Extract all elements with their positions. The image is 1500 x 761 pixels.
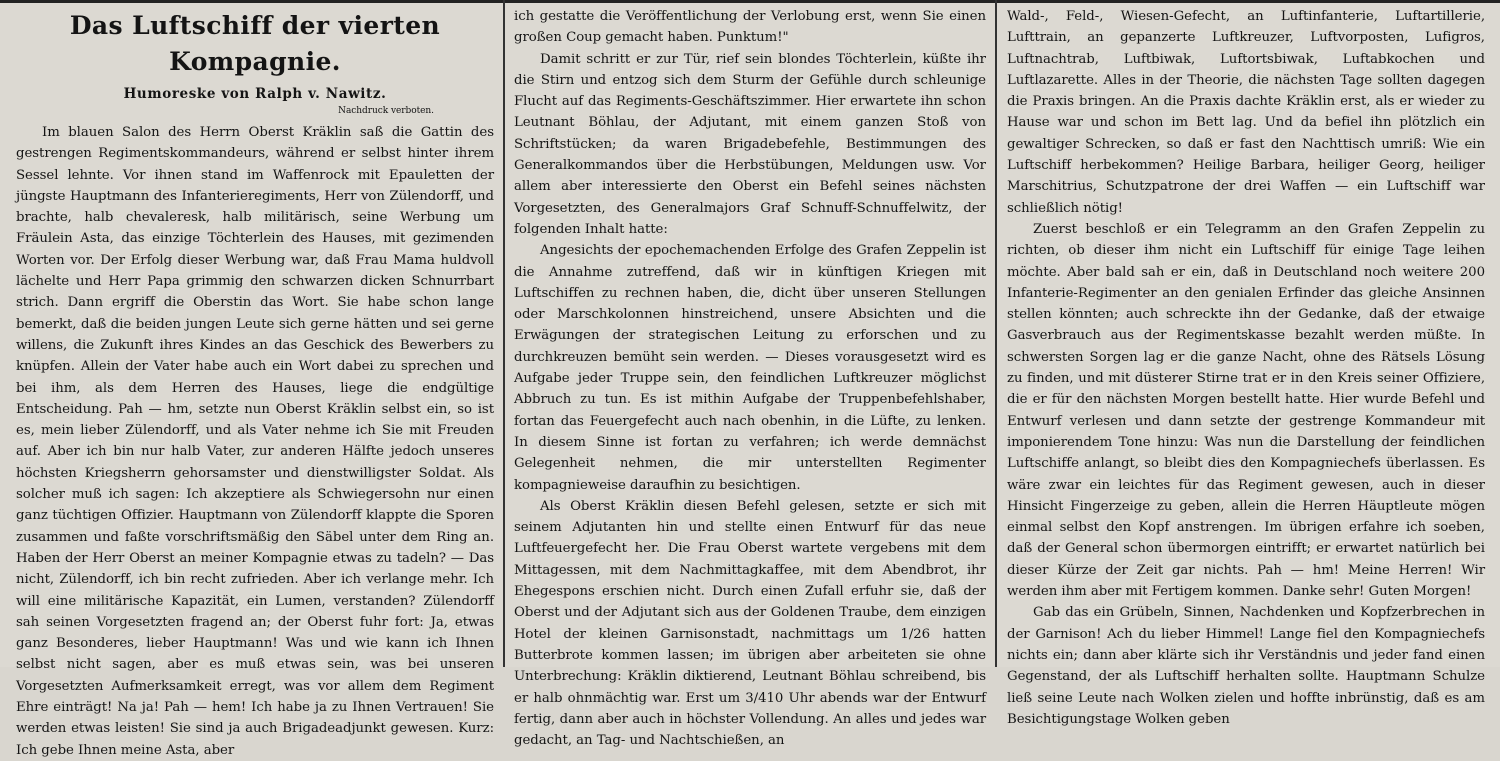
column-1: [16, 6, 494, 758]
paragraph: Zuerst beschloß er ein Telegramm an den Grafen Zeppelin zu richten, ob dieser ihm nicht ein Luftschiff für einige Tage leihen möchte. Aber bald sah er ein, daß in Deutschland noch weitere 200 Infanterie-Regimenter an den genialen Erfinder das gleiche Ansinnen stellen könnten; auch schreckte ihn der Gedanke, daß der etwaige Gasverbrauch aus der Regimentskasse bezahlt werden müßte. In schwersten Sorgen lag er die ganze Nacht, ohne des Rätsels Lösung zu finden, und mit düsterer Stirne trat er in den Kreis seiner Offiziere, die er für den nächsten Morgen bestellt hatte. Hier wurde Befehl und Entwurf verlesen und dann setzte der gestrenge Kommandeur mit imponierendem Tone hinzu: Was nun die Darstellung der feindlichen Luftschiffe anlangt, so bleibt dies den Kompagniechefs überlassen. Es wäre zwar ein leichtes für das Regiment gewesen, auch in dieser Hinsicht Fingerzeige zu geben, allein die Herren Häuptleute mögen einmal selbst den Kopf anstrengen. Im übrigen erfahre ich soeben, daß der General schon übermorgen eintrifft; er erwartet natürlich bei dieser Kürze der Zeit gar nichts. Pah — hm! Meine Herren! Wir werden ihm aber mit Fertigem kommen. Danke sehr! Guten Morgen!: [1007, 221, 1485, 600]
article-title: Das Luftschiff der vierten Kompagnie.: [69, 11, 441, 76]
paragraph: Gab das ein Grübeln, Sinnen, Nachdenken und Kopfzerbrechen in der Garnison! Ach du lieber Himmel! Lange fiel den Kompagniechefs nichts ein; dann aber klärte sich ihr Verständnis und jeder fand einen Gegenstand, der als Luftschiff herhalten sollte. Hauptmann Schulze ließ seine Leute nach Wolken zielen und hoffte inbrünstig, daß es am Besichtigungstage Wolken geben: [1007, 605, 1485, 727]
paragraph: Damit schritt er zur Tür, rief sein blondes Töchterlein, küßte ihr die Stirn und entzog sich dem Sturm der Gefühle durch schleunige Flucht auf das Regiments-Geschäftszimmer. Hier erwartete ihn schon Leutnant Böhlau, der Adjutant, mit einem ganzen Stoß von Schriftstücken; da waren Brigadebefehle, Bestimmungen des Generalkommandos über die Herbstübungen, Meldungen usw. Vor allem aber interessierte den Oberst ein Befehl seines nächsten Vorgesetzten, des Generalmajors Graf Schnuff-Schnuffelwitz, der folgenden Inhalt hatte:: [514, 51, 986, 237]
column-3: [1007, 6, 1485, 727]
paragraph: Angesichts der epochemachenden Erfolge des Grafen Zeppelin ist die Annahme zutreffend, daß wir in künftigen Kriegen mit Luftschiffen zu rechnen haben, die, dicht über unseren Stellungen oder Marschkolonnen hinstreichend, unsere Absichten und die Erwägungen der strategischen Leitung zu erforschen und zu durchkreuzen bemüht sein werden. — Dieses vorausgesetzt wird es Aufgabe jeder Truppe sein, den feindlichen Luftkreuzer möglichst Abbruch zu tun. Es ist mithin Aufgabe der Truppenbefehlshaber, fortan das Feuergefecht auch nach obenhin, in die Lüfte, zu lenken. In diesem Sinne ist fortan zu verfahren; ich werde demnächst Gelegenheit nehmen, die mir unterstellten Regimenter kompagnieweise daraufhin zu besichtigen.: [514, 243, 986, 493]
paragraph: ich gestatte die Veröffentlichung der Verlobung erst, wenn Sie einen großen Coup gemacht haben. Punktum!": [514, 9, 986, 46]
top-rule: [0, 0, 1500, 3]
paragraph: Als Oberst Kräklin diesen Befehl gelesen, setzte er sich mit seinem Adjutanten hin und stellte einen Entwurf für das neue Luftfeuergefecht her. Die Frau Oberst wartete vergebens mit dem Mittagessen, mit dem Nachmittagkaffee, mit dem Abendbrot, ihr Ehegespons erschien nicht. Durch einen Zufall erfuhr sie, daß der Oberst und der Adjutant sich aus der Goldenen Traube, dem einzigen Hotel der kleinen Garnisonstadt, nachmittags um 1/26 hatten Butterbrote kommen lassen; im übrigen aber arbeiteten sie ohne Unterbrechung: Kräklin diktierend, Leutnant Böhlau schreibend, bis er halb ohnmächtig war. Erst um 3/410 Uhr abends war der Entwurf fertig, dann aber auch in höchster Vollendung. An alles und jedes war gedacht, an Tag- und Nachtschießen, an: [514, 498, 986, 749]
paragraph: Wald-, Feld-, Wiesen-Gefecht, an Luftinfanterie, Luftartillerie, Lufttrain, an gepanzerte Luftkreuzer, Luftvorposten, Lufigros, Luftnachtrab, Luftbiwak, Luftortsbiwak, Luftabkochen und Luftlazarette. Alles in der Theorie, die nächsten Tage sollten dagegen die Praxis bringen. An die Praxis dachte Kräklin erst, als er wieder zu Hause war und schon im Bett lag. Und da befiel ihn plötzlich ein gewaltiger Schrecken, so daß er fast den Nachttisch umriß: Wie ein Luftschiff herbekommen? Heilige Barbara, heiliger Georg, heiliger Marschitrius, Schutzpatrone der drei Waffen — ein Luftschiff war schließlich nötig!: [1007, 9, 1485, 216]
article-subtitle: Humoreske von Ralph v. Nawitz.: [123, 86, 387, 102]
column-2: [514, 6, 986, 749]
paragraph: Im blauen Salon des Herrn Oberst Kräklin saß die Gattin des gestrengen Regimentskommandeurs, während er selbst hinter ihrem Sessel lehnte. Vor ihnen stand im Waffenrock mit Epauletten der jüngste Hauptmann des Infanterieregiments, Herr von Zülendorff, und brachte, halb chevaleresk, halb militärisch, seine Werbung um Fräulein Asta, das einzige Töchterlein des Hauses, mit gezimenden Worten vor. Der Erfolg dieser Werbung war, daß Frau Mama huldvoll lächelte und Herr Papa grimmig den schwarzen dicken Schnurrbart strich. Dann ergriff die Oberstin das Wort. Sie habe schon lange bemerkt, daß die beiden jungen Leute sich gerne hätten und sei gerne willens, die Zukunft ihres Kindes an das Geschick des Bewerbers zu knüpfen. Allein der Vater habe auch ein Wort dabei zu sprechen und bei ihm, als dem Herren des Hauses, liege die endgültige Entscheidung. Pah — hm, setzte nun Oberst Kräklin selbst ein, so ist es, mein lieber Zülendorff, und als Vater nehme ich Sie mit Freuden auf. Aber ich bin nur halb Vater, zur anderen Hälfte jedoch unseres höchsten Kriegsherrn gehorsamster und dienstwilligster Soldat. Als solcher muß ich sagen: Ich akzeptiere als Schwiegersohn nur einen ganz tüchtigen Offizier. Hauptmann von Zülendorff klappte die Sporen zusammen und faßte vorschriftsmäßig den Säbel unter dem Ring an. Haben der Herr Oberst an meiner Kompagnie etwas zu tadeln? — Das nicht, Zülendorff, ich bin recht zufrieden. Aber ich verlange mehr. Ich will eine militärische Kapazität, ein Lumen, verstanden? Zülendorff sah seinen Vorgesetzten fragend an; der Oberst fuhr fort: Ja, etwas ganz Besonderes, lieber Hauptmann! Was und wie kann ich Ihnen selbst nicht sagen, aber es muß etwas sein, was bei unseren Vorgesetzten Aufmerksamkeit erregt, was vor allem dem Regiment Ehre einträgt! Na ja! Pah — hem! Ich habe ja zu Ihnen Vertrauen! Sie werden etwas leisten! Sie sind ja auch Brigadeadjunkt gewesen. Kurz: Ich gebe Ihnen meine Asta, aber: [16, 125, 494, 758]
column-divider: [995, 0, 997, 667]
reprint-notice: Nachdruck verboten.: [338, 106, 434, 116]
column-divider: [503, 0, 505, 667]
